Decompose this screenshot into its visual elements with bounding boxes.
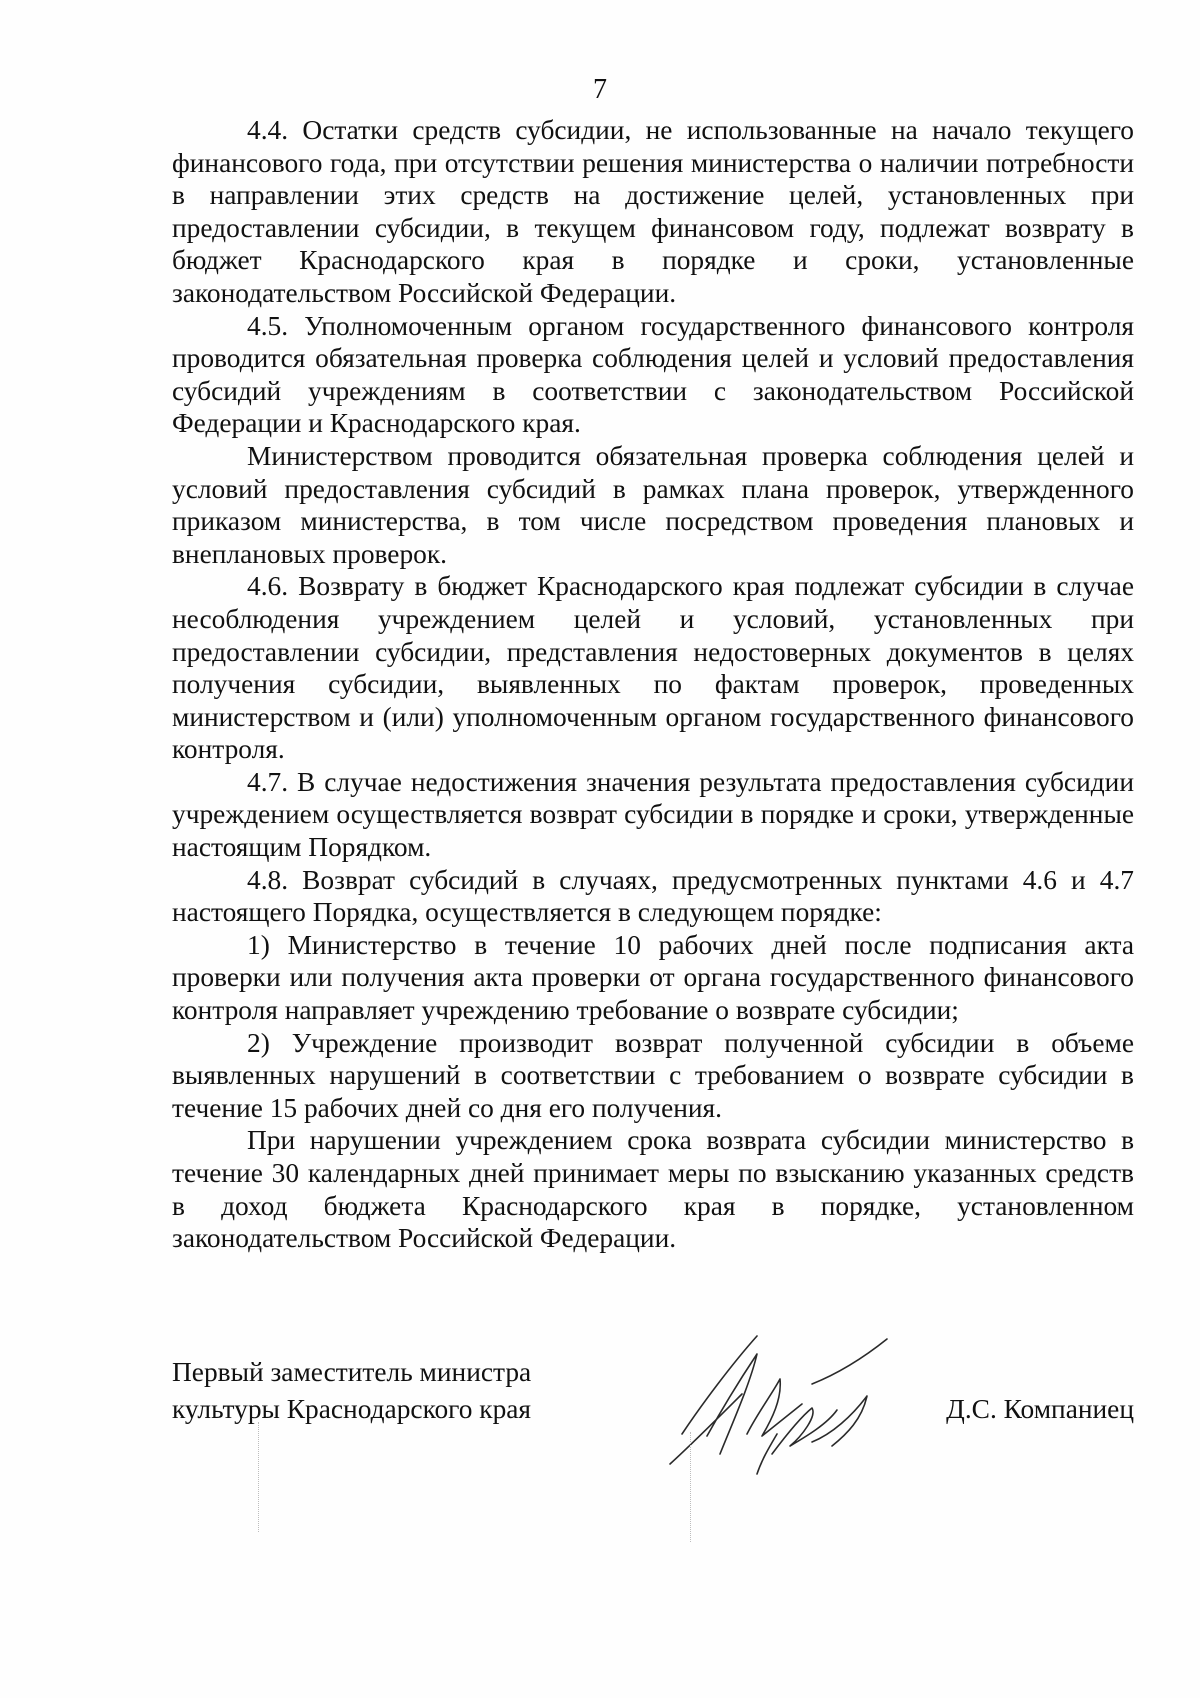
paragraph-4-6: 4.6. Возврату в бюджет Краснодарского края подлежат субсидии в случае несоблюдения учреждением целей и условий, установленных при предоставлении субсидии, представления недостоверных документов в целях получения субсидии, выявленных по фактам проверок, проведенных министерством и (или) уполномоченным органом государственного финансового контроля. [172, 571, 1134, 765]
paragraph-violation-measures: При нарушении учреждением срока возврата субсидии министерство в течение 30 календарных дней принимает меры по взысканию указанных средств в доход бюджета Краснодарского края в порядке, установленном законодательством Российской Федерации. [172, 1125, 1134, 1254]
signatory-title [172, 1354, 531, 1428]
signatory-title-line-1: Первый заместитель министра [172, 1357, 532, 1387]
paragraph-ministry-inspection: Министерством проводится обязательная проверка соблюдения целей и условий предоставления субсидий в рамках плана проверок, утвержденного приказом министерства, в том числе посредством проведения плановых и внеплановых проверок. [172, 440, 1134, 569]
handwritten-signature [662, 1324, 892, 1484]
paragraph-4-4: 4.4. Остатки средств субсидии, не использованные на начало текущего финансового года, при отсутствии решения министерства о наличии потребности в направлении этих средств на достижение целей, установленных при предоставлении субсидии, в текущем финансовом году, подлежат возврату в бюджет Краснодарского края в порядке и сроки, установленные законодательством Российской Федерации. [172, 115, 1134, 308]
scan-artifact-line [258, 1422, 259, 1532]
page-number: 7 [593, 74, 607, 105]
paragraph-4-8-item-2: 2) Учреждение производит возврат полученной субсидии в объеме выявленных нарушений в соответствии с требованием о возврате субсидии в течение 15 рабочих дней со дня его получения. [172, 1027, 1134, 1123]
paragraph-4-8-item-1: 1) Министерство в течение 10 рабочих дней после подписания акта проверки или получения акта проверки от органа государственного финансового контроля направляет учреждению требование о возврате субсидии; [172, 929, 1134, 1026]
paragraph-4-7: 4.7. В случае недостижения значения результата предоставления субсидии учреждением осуществляется возврат субсидии в порядке и сроки, утвержденные настоящим Порядком. [172, 766, 1134, 863]
signatory-title-line-2: культуры Краснодарского края [172, 1394, 532, 1424]
paragraph-4-8: 4.8. Возврат субсидий в случаях, предусмотренных пунктами 4.6 и 4.7 настоящего Порядка, осуществляется в следующем порядке: [172, 864, 1134, 928]
signature-block [172, 1354, 1134, 1494]
document-body [172, 114, 1134, 1255]
scan-artifact-line [690, 1432, 691, 1542]
paragraph-4-5: 4.5. Уполномоченным органом государственного финансового контроля проводится обязательная проверка соблюдения целей и условий предоставления субсидий учреждениям в соответствии с законодательством Российской Федерации и Краснодарского края. [172, 310, 1134, 439]
signatory-name: Д.С. Компаниец [946, 1394, 1134, 1424]
